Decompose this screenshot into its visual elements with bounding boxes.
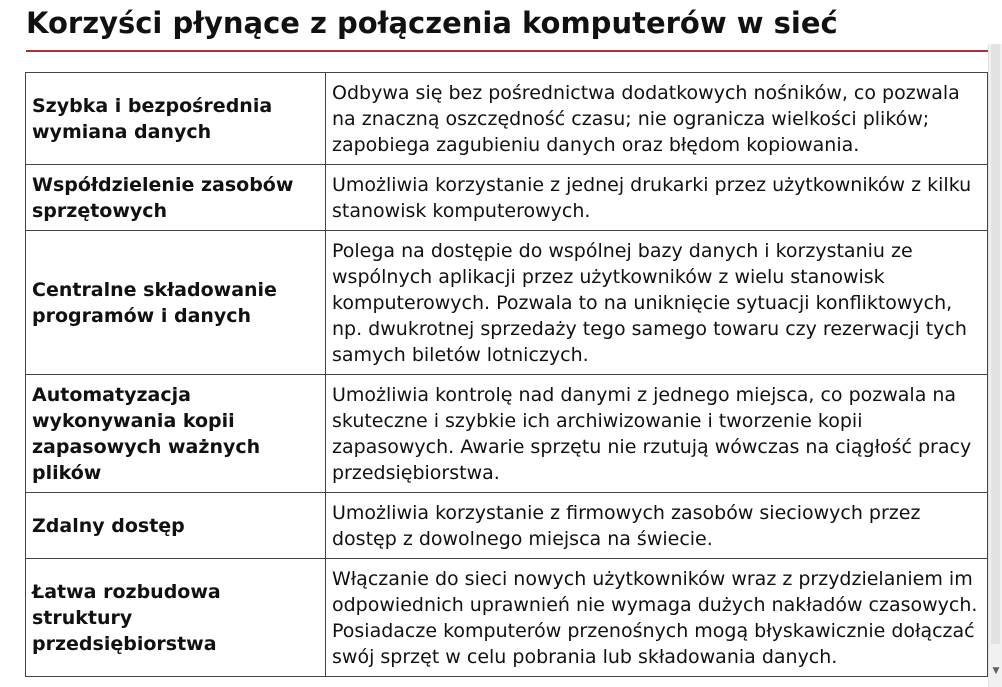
benefits-table <box>25 72 988 677</box>
table-row <box>26 375 988 493</box>
benefit-description: Polega na dostępie do wspólnej bazy danych i korzystaniu ze wspólnych aplikacji przez użytkowników z wielu stanowisk komputerowych. Pozwala to na uniknięcie sytuacji konfliktowych, np. dwukrotnej sprzedaży tego samego towaru czy rezerwacji tych samych biletów lotniczych. <box>326 231 988 375</box>
benefit-description: Umożliwia korzystanie z firmowych zasobów sieciowych przez dostęp z dowolnego miejsca na świecie. <box>326 493 988 559</box>
scrollbar-thumb[interactable] <box>991 44 1000 644</box>
benefits-table-container <box>25 72 988 677</box>
benefit-term: Współdzielenie zasobów sprzętowych <box>26 165 326 231</box>
title-underline <box>26 50 988 52</box>
table-row <box>26 493 988 559</box>
benefit-term: Łatwa rozbudowa struktury przedsiębiorstwa <box>26 559 326 677</box>
table-row <box>26 165 988 231</box>
benefit-description: Umożliwia kontrolę nad danymi z jednego miejsca, co pozwala na skuteczne i szybkie ich archiwizowanie i tworzenie kopii zapasowych. Awarie sprzętu nie rzutują wówczas na ciągłość pracy przedsiębiorstwa. <box>326 375 988 493</box>
benefit-term: Szybka i bezpośrednia wymiana danych <box>26 73 326 165</box>
benefit-description: Umożliwia korzystanie z jednej drukarki przez użytkowników z kilku stanowisk komputerowych. <box>326 165 988 231</box>
table-row <box>26 559 988 677</box>
table-row <box>26 73 988 165</box>
benefit-term: Centralne składowanie programów i danych <box>26 231 326 375</box>
table-row <box>26 231 988 375</box>
benefit-term: Automatyzacja wykonywania kopii zapasowych ważnych plików <box>26 375 326 493</box>
vertical-scrollbar[interactable] <box>988 44 1002 687</box>
benefit-description: Odbywa się bez pośrednictwa dodatkowych nośników, co pozwala na znaczną oszczędność czasu; nie ogranicza wielkości plików; zapobiega zagubieniu danych oraz błędom kopiowania. <box>326 73 988 165</box>
page-title: Korzyści płynące z połączenia komputerów w sieć <box>26 6 838 40</box>
benefit-description: Włączanie do sieci nowych użytkowników wraz z przydzielaniem im odpowiednich uprawnień nie wymaga dużych nakładów czasowych. Posiadacze komputerów przenośnych mogą błyskawicznie dołączać swój sprzęt w celu pobrania lub składowania danych. <box>326 559 988 677</box>
benefit-term: Zdalny dostęp <box>26 493 326 559</box>
chevron-down-icon[interactable]: ▼ <box>992 666 1000 676</box>
